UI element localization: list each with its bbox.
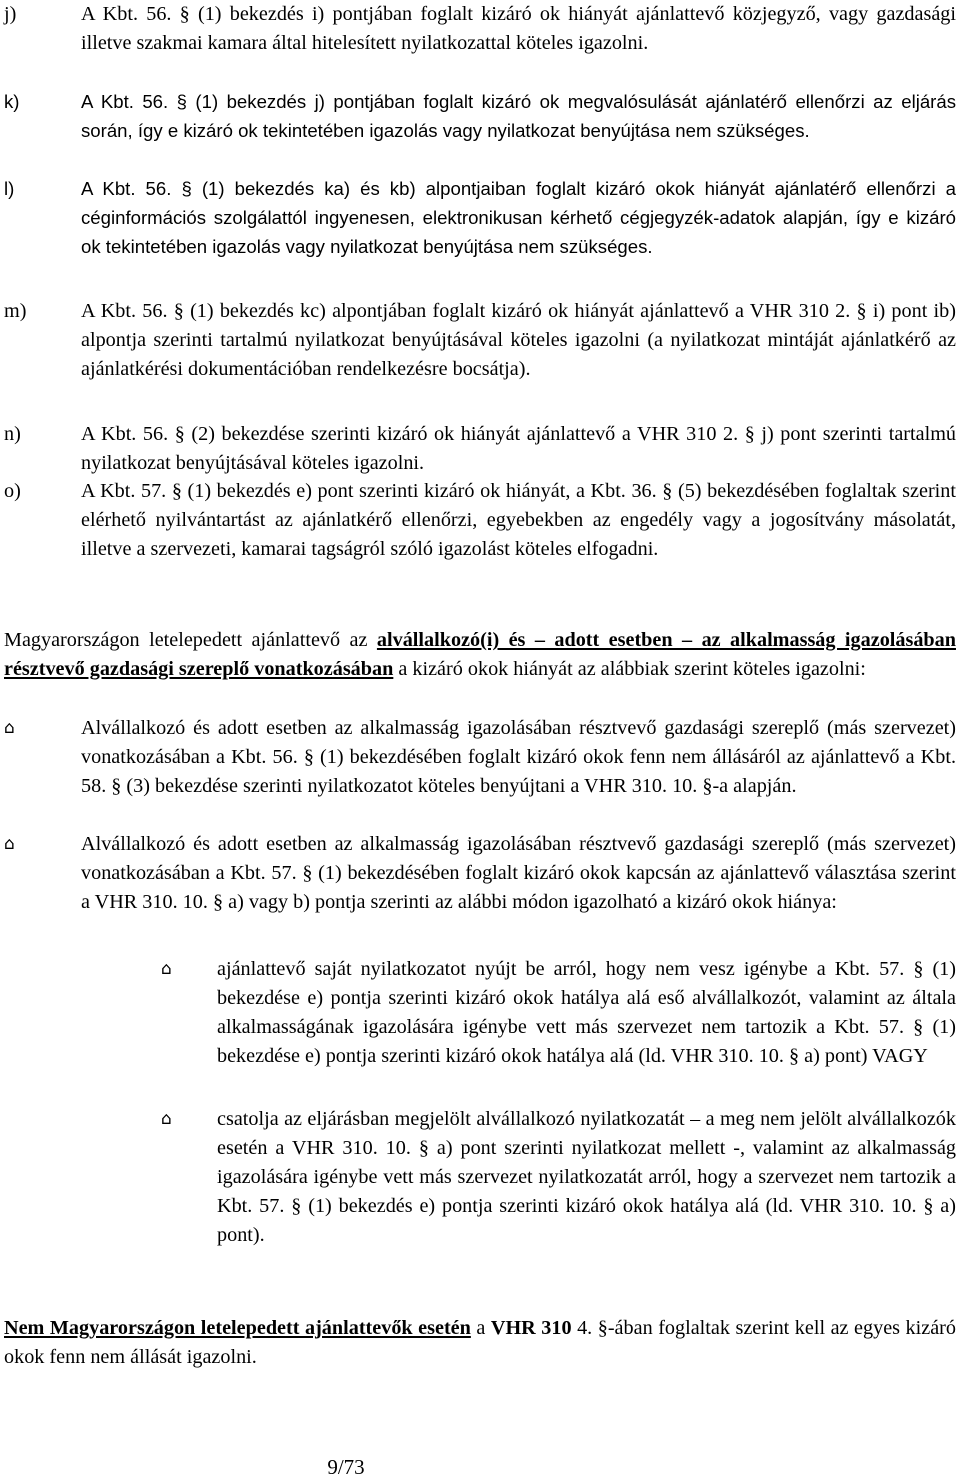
list-item-l: [4, 174, 956, 261]
item-label: l): [4, 178, 15, 199]
paragraph-mid: a: [470, 1317, 491, 1339]
bullet-item-2: [4, 830, 956, 917]
paragraph-pre: Magyarországon letelepedett ajánlattevő az: [4, 629, 377, 651]
bullet-text: Alvállalkozó és adott esetben az alkalmasság igazolásában résztvevő gazdasági szereplő (más szervezet) vonatkozásában a Kbt. 57. § (1) bekezdésében foglalt kizáró okok kapcsán az ajánlattevő választása szerint a VHR 310. 10. § a) vagy b) pontja szerinti az alábbi módon igazolható a kizáró okok hiánya:: [81, 833, 956, 913]
item-label: o): [4, 480, 21, 502]
list-item-j: [4, 0, 956, 58]
subbullet-item-1: [161, 955, 956, 1071]
item-label: j): [4, 3, 17, 25]
bullet-text: Alvállalkozó és adott esetben az alkalmasság igazolásában résztvevő gazdasági szereplő (más szervezet) vonatkozásában a Kbt. 56. § (1) bekezdésében foglalt kizáró okok fenn nem állásáról az ajánlattevő a Kbt. 58. § (3) bekezdése szerinti nyilatkozatot köteles benyújtani a VHR 310. 10. §-a alapján.: [81, 717, 956, 797]
paragraph-foreign: [4, 1314, 956, 1372]
house-bullet-icon: ⌂: [161, 1109, 172, 1129]
list-item-o: [4, 477, 956, 564]
item-label: m): [4, 300, 27, 322]
page-number: 9/73: [327, 1455, 365, 1479]
item-text: A Kbt. 57. § (1) bekezdés e) pont szerinti kizáró ok hiányát, a Kbt. 36. § (5) bekezdésében foglaltak szerint elérhető nyilvántartást az ajánlatkérő ellenőrzi, egyebekben az engedély vagy a jogosítvány másolatát, illetve a szervezeti, kamarai tagságról szóló igazolást köteles elfogadni.: [81, 480, 956, 560]
paragraph-emphasis: alvállalkozó(i) és – adott esetben – az alkalmasság igazolásában résztvevő gazdasági szereplő vonatkozásában: [4, 629, 956, 680]
subbullet-text: ajánlattevő saját nyilatkozatot nyújt be arról, hogy nem vesz igénybe a Kbt. 57. § (1) bekezdése e) pontja szerinti kizáró okok hatálya alá eső alvállalkozót, valamint az általa alkalmasságának igazolására igénybe vett más szervezet nem tartozik a Kbt. 57. § (1) bekezdése e) pontja szerinti kizáró okok hatálya alá (ld. VHR 310. 10. § a) pont) VAGY: [217, 958, 956, 1067]
house-bullet-icon: ⌂: [4, 834, 15, 854]
bullet-item-1: [4, 714, 956, 801]
item-text: A Kbt. 56. § (2) bekezdése szerinti kizáró ok hiányát ajánlattevő a VHR 310 2. § j) pont szerinti tartalmú nyilatkozat benyújtásával köteles igazolni.: [81, 423, 956, 474]
list-item-m: [4, 297, 956, 384]
item-text: A Kbt. 56. § (1) bekezdés kc) alpontjában foglalt kizáró ok hiányát ajánlattevő a VHR 310 2. § i) pont ib) alpontja szerinti tartalmú nyilatkozat benyújtásával köteles igazolni (a nyilatkozat mintáját ajánlatkérő az ajánlatkérési dokumentációban rendelkezésre bocsátja).: [81, 300, 956, 380]
list-item-n: [4, 420, 956, 478]
paragraph-post: 4. §-ában foglaltak szerint kell az egyes kizáró okok fenn nem állását igazolni.: [4, 1317, 956, 1368]
paragraph-bold: VHR 310: [490, 1317, 572, 1339]
paragraph-domestic: [4, 626, 956, 684]
page-footer: [0, 1453, 960, 1482]
list-item-k: [4, 87, 956, 145]
paragraph-emphasis: Nem Magyarországon letelepedett ajánlattevők esetén: [4, 1317, 471, 1339]
subbullet-item-2: [161, 1105, 956, 1250]
item-text: A Kbt. 56. § (1) bekezdés i) pontjában foglalt kizáró ok hiányát ajánlattevő közjegyző, vagy gazdasági illetve szakmai kamara által hitelesített nyilatkozattal köteles igazolni.: [81, 3, 956, 54]
item-label: k): [4, 91, 20, 112]
item-text: A Kbt. 56. § (1) bekezdés j) pontjában foglalt kizáró ok megvalósulását ajánlatérő ellenőrzi az eljárás során, így e kizáró ok tekintetében igazolás vagy nyilatkozat benyújtása nem szükséges.: [81, 91, 956, 141]
item-text: A Kbt. 56. § (1) bekezdés ka) és kb) alpontjaiban foglalt kizáró okok hiányát ajánlatérő ellenőrzi a céginformációs szolgálattól ingyenesen, elektronikusan kérhető cégjegyzék-adatok alapján, így e kizáró ok tekintetében igazolás vagy nyilatkozat benyújtása nem szükséges.: [81, 178, 956, 257]
house-bullet-icon: ⌂: [161, 959, 172, 979]
item-label: n): [4, 423, 21, 445]
paragraph-post: a kizáró okok hiányát az alábbiak szerint köteles igazolni:: [393, 658, 866, 680]
subbullet-text: csatolja az eljárásban megjelölt alvállalkozó nyilatkozatát – a meg nem jelölt alvállalkozók esetén a VHR 310. 10. § a) pont szerinti nyilatkozat mellett -, valamint az alkalmasság igazolására igénybe vett más szervezet nyilatkozatát arról, hogy a szervezet nem tartozik a Kbt. 57. § (1) bekezdés e) pontja szerinti kizáró okok hatálya alá (ld. VHR 310. 10. § a) pont).: [217, 1108, 956, 1246]
house-bullet-icon: ⌂: [4, 718, 15, 738]
